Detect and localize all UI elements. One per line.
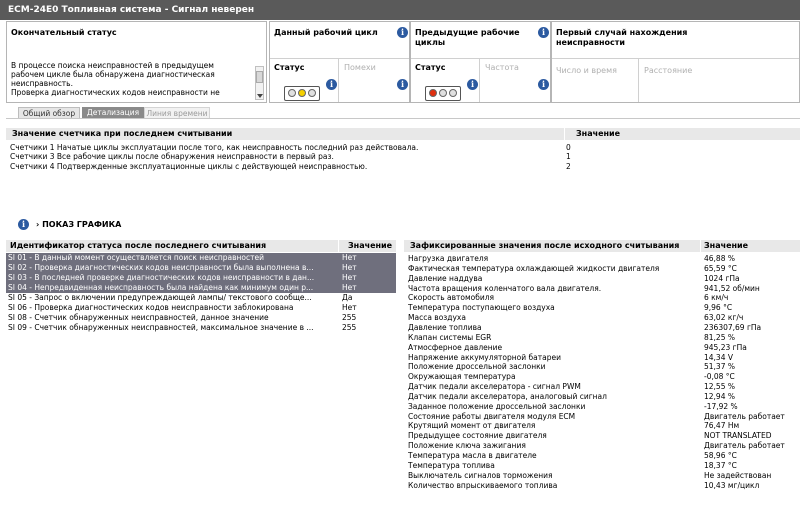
- status-id-value: Нет: [342, 283, 357, 292]
- header-divider: [338, 240, 339, 252]
- fixed-value-value: 63,02 кг/ч: [704, 313, 744, 323]
- fixed-values-header: [404, 240, 800, 252]
- status-id-row[interactable]: [6, 253, 396, 263]
- fixed-value-value: 6 км/ч: [704, 293, 729, 303]
- column-divider: [479, 58, 480, 102]
- status-id-name: SI 03 - В последней проверке диагностических кодов неисправности в дан...: [8, 273, 315, 282]
- indicator-lamp: [449, 89, 457, 97]
- status-id-name: SI 05 - Запрос о включении предупреждающей лампы/ текстового сообще...: [8, 293, 312, 302]
- fixed-value-value: -0,08 °C: [704, 372, 735, 382]
- fixed-value-value: NOT TRANSLATED: [704, 431, 772, 441]
- first-occurrence-sublabels: [552, 58, 799, 79]
- final-status-line: рабочем цикле была обнаружена диагностическая: [11, 70, 215, 79]
- status-label: Статус: [415, 63, 446, 72]
- fixed-value-name: Температура поступающего воздуха: [408, 303, 555, 313]
- fixed-value-value: 46,88 %: [704, 254, 735, 263]
- indicator-lamp: [308, 89, 316, 97]
- fixed-value-value: 10,43 мг/цикл: [704, 480, 760, 490]
- indicator-lamp: [298, 89, 306, 97]
- status-id-value: Нет: [342, 303, 357, 312]
- info-icon[interactable]: i: [326, 79, 337, 90]
- arrow-right-icon: ›: [36, 220, 40, 229]
- indicator-lamp: [439, 89, 447, 97]
- status-id-name: SI 06 - Проверка диагностических кодов неисправности заблокирована: [8, 303, 294, 312]
- fixed-value-value: Двигатель работает: [704, 441, 785, 451]
- current-cycle-panel: [269, 21, 410, 103]
- previous-cycles-title: [411, 22, 550, 55]
- status-label: Статус: [274, 63, 305, 72]
- fixed-value-name: Положение ключа зажигания: [408, 441, 526, 451]
- counters-header-value: Значение: [576, 129, 621, 138]
- fixed-value-value: 1024 гПа: [704, 273, 740, 283]
- fixed-value-name: Датчик педали акселератора - сигнал PWM: [408, 382, 581, 392]
- scroll-thumb[interactable]: [256, 71, 263, 83]
- fixed-value-name: Температура масла в двигателе: [408, 451, 537, 460]
- counter-row-value: 0: [566, 143, 571, 152]
- final-status-text: [11, 61, 251, 99]
- status-id-name: SI 02 - Проверка диагностических кодов неисправности была выполнена в...: [8, 263, 314, 272]
- final-status-title: Окончательный статус: [11, 28, 117, 37]
- fixed-value-name: Температура топлива: [408, 460, 495, 470]
- first-occurrence-panel: [551, 21, 800, 103]
- fixed-value-value: 14,34 V: [704, 352, 733, 362]
- info-icon[interactable]: i: [538, 79, 549, 90]
- current-cycle-sublabels: [270, 58, 409, 79]
- status-id-row[interactable]: [6, 283, 396, 293]
- previous-cycles-title-line: циклы: [415, 38, 446, 47]
- tab-overview[interactable]: Общий обзор: [18, 107, 80, 119]
- fixed-values-header-name: Зафиксированные значения после исходного считывания: [410, 241, 680, 250]
- first-occurrence-title-line: неисправности: [556, 38, 626, 47]
- previous-cycles-title-line: Предыдущие рабочие: [415, 28, 520, 37]
- fixed-value-value: Двигатель работает: [704, 411, 785, 421]
- fixed-value-value: 945,23 гПа: [704, 342, 747, 352]
- status-id-row[interactable]: [6, 263, 396, 273]
- indicator-lamp: [288, 89, 296, 97]
- fixed-value-name: Состояние работы двигателя модуля ECM: [408, 411, 576, 421]
- status-id-value: 255: [342, 323, 357, 332]
- counters-value-divider: [564, 128, 565, 140]
- info-icon[interactable]: i: [538, 27, 549, 38]
- previous-cycles-panel: [410, 21, 551, 103]
- final-status-line: неисправность.: [11, 79, 73, 88]
- fixed-value-name: Датчик педали акселератора, аналоговый сигнал: [408, 391, 607, 401]
- fixed-value-name: Давление топлива: [408, 322, 482, 332]
- show-graph-toggle[interactable]: [36, 219, 121, 230]
- fixed-value-name: Напряжение аккумуляторной батареи: [408, 352, 561, 362]
- fixed-value-name: Фактическая температура охлаждающей жидкости двигателя: [408, 263, 660, 273]
- scroll-down-arrow-icon[interactable]: [257, 94, 263, 98]
- fixed-value-name: Выключатель сигналов торможения: [408, 470, 553, 480]
- status-id-row[interactable]: [6, 303, 396, 313]
- status-id-name: SI 09 - Счетчик обнаруженных неисправностей, максимальное значение в ...: [8, 323, 314, 332]
- status-id-value: Нет: [342, 273, 357, 282]
- fixed-value-value: 236307,69 гПа: [704, 322, 762, 332]
- status-indicator: [284, 86, 320, 101]
- tab-timeline[interactable]: Линия времени: [144, 107, 210, 119]
- fixed-value-value: 941,52 об/мин: [704, 283, 760, 293]
- final-status-line: Проверка диагностических кодов неисправности не: [11, 88, 220, 97]
- fixed-value-name: Заданное положение дроссельной заслонки: [408, 401, 586, 411]
- fixed-value-name: Скорость автомобиля: [408, 293, 495, 303]
- fixed-value-name: Частота вращения коленчатого вала двигателя.: [408, 283, 602, 293]
- status-id-row[interactable]: [6, 293, 396, 303]
- counters-header: [6, 128, 800, 140]
- counter-row-name: Счетчики 3 Все рабочие циклы после обнаружения неисправности в первый раз.: [10, 152, 334, 161]
- final-status-line: В процессе поиска неисправностей в предыдущем: [11, 61, 214, 70]
- status-id-name: SI 04 - Непредвиденная неисправность была найдена как минимум один р...: [8, 283, 314, 292]
- status-id-name: SI 08 - Счетчик обнаруженных неисправностей, данное значение: [8, 313, 269, 322]
- number-time-label: Число и время: [556, 66, 617, 75]
- fixed-value-name: Давление наддува: [408, 273, 483, 283]
- status-id-row[interactable]: [6, 313, 396, 323]
- counter-row-name: Счетчики 4 Подтвержденные эксплуатационные циклы с действующей неисправностью.: [10, 162, 368, 171]
- first-occurrence-title-line: Первый случай нахождения: [556, 28, 688, 37]
- column-divider: [338, 58, 339, 102]
- counters-header-name: Значение счетчика при последнем считывании: [12, 129, 233, 138]
- fixed-value-name: Окружающая температура: [408, 372, 516, 382]
- fixed-value-name: Положение дроссельной заслонки: [408, 362, 546, 372]
- status-id-row[interactable]: [6, 273, 396, 283]
- fixed-value-value: 9,96 °C: [704, 303, 733, 313]
- header-divider: [700, 240, 701, 252]
- fixed-value-name: Клапан системы EGR: [408, 332, 492, 342]
- distance-label: Расстояние: [644, 66, 693, 75]
- status-id-name: SI 01 - В данный момент осуществляется поиск неисправностей: [8, 253, 264, 262]
- fixed-value-name: Крутящий момент от двигателя: [408, 421, 536, 431]
- fixed-value-name: Масса воздуха: [408, 313, 466, 323]
- interference-label: Помехи: [344, 63, 376, 72]
- column-divider: [638, 58, 639, 102]
- fixed-value-value: 18,37 °C: [704, 460, 737, 470]
- status-id-value: Нет: [342, 263, 357, 272]
- counter-row-name: Счетчики 1 Начатые циклы эксплуатации после того, как неисправность последний раз действовала.: [10, 143, 419, 152]
- indicator-lamp: [429, 89, 437, 97]
- fixed-value-value: -17,92 %: [704, 401, 738, 411]
- fixed-value-value: 12,94 %: [704, 391, 735, 401]
- info-icon[interactable]: i: [467, 79, 478, 90]
- status-id-value: Нет: [342, 253, 357, 262]
- fixed-value-value: 58,96 °C: [704, 451, 737, 460]
- previous-cycles-sublabels: [411, 58, 550, 79]
- show-graph-label: ПОКАЗ ГРАФИКА: [42, 220, 122, 229]
- status-id-row[interactable]: [6, 323, 396, 333]
- status-id-value: Да: [342, 293, 353, 302]
- fixed-value-name: Количество впрыскиваемого топлива: [408, 480, 558, 490]
- final-status-panel: [6, 21, 267, 103]
- counter-row-value: 1: [566, 152, 571, 161]
- window-title: ECM-24E0 Топливная система - Сигнал неверен: [0, 0, 800, 20]
- fixed-values-header-value: Значение: [704, 241, 749, 250]
- current-cycle-title: Данный рабочий цикл: [274, 28, 378, 37]
- fixed-value-value: 76,47 Нм: [704, 421, 740, 431]
- fixed-value-value: 65,59 °C: [704, 263, 737, 273]
- final-status-scrollbar[interactable]: [255, 66, 264, 100]
- tab-underline: [6, 118, 800, 119]
- info-icon[interactable]: i: [397, 79, 408, 90]
- tab-details[interactable]: Детализация: [82, 107, 144, 119]
- counter-row-value: 2: [566, 162, 571, 171]
- fixed-value-value: 51,37 %: [704, 362, 735, 372]
- status-id-value: 255: [342, 313, 357, 322]
- fixed-value-name: Предыдущее состояние двигателя: [408, 431, 547, 441]
- fixed-value-value: 81,25 %: [704, 332, 735, 342]
- info-icon[interactable]: i: [18, 219, 29, 230]
- first-occurrence-title: [552, 22, 799, 55]
- status-indicator: [425, 86, 461, 101]
- frequency-label: Частота: [485, 63, 519, 72]
- status-ids-header-name: Идентификатор статуса после последнего считывания: [10, 241, 267, 250]
- status-ids-header-value: Значение: [348, 241, 393, 250]
- fixed-value-value: 12,55 %: [704, 382, 735, 392]
- fixed-value-value: Не задействован: [704, 470, 772, 480]
- fixed-value-name: Нагрузка двигателя: [408, 254, 489, 263]
- fixed-value-name: Атмосферное давление: [408, 342, 503, 352]
- info-icon[interactable]: i: [397, 27, 408, 38]
